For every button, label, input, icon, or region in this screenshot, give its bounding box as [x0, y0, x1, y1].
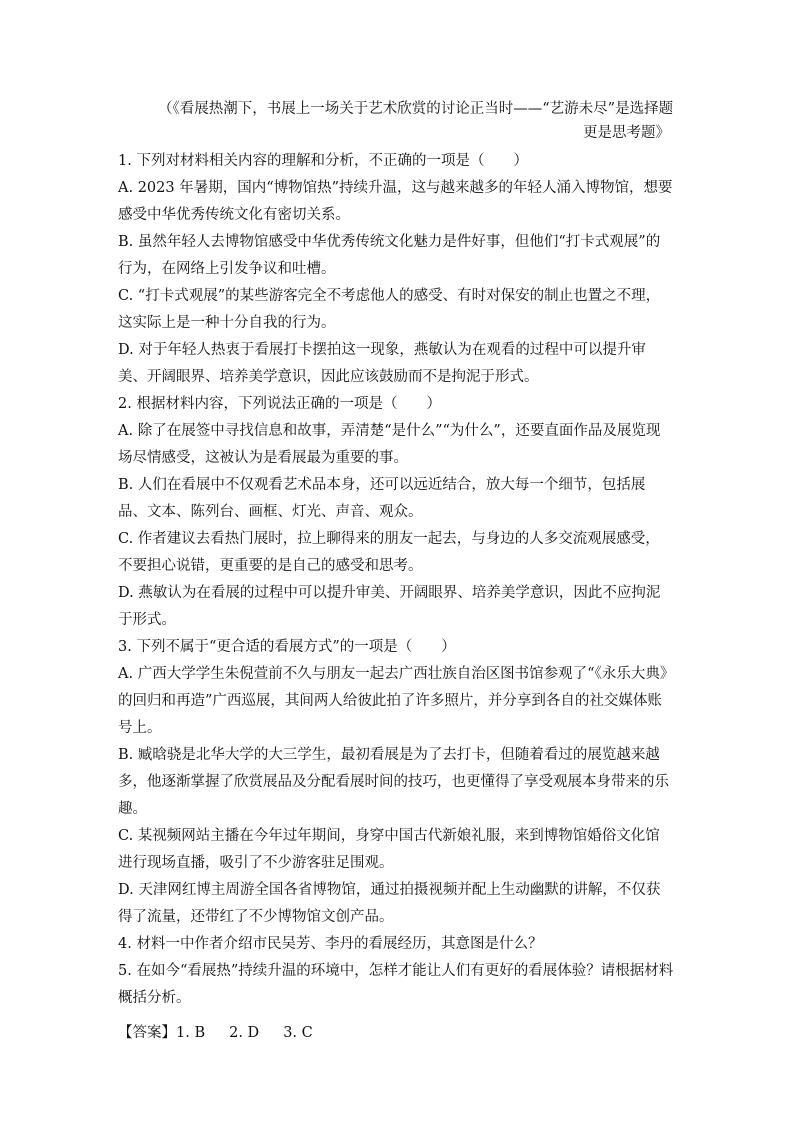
question-1-option-c: C. “打卡式观展”的某些游客完全不考虑他人的感受、有时对保安的制止也置之不理，这实际上是一种十分自我的行为。: [118, 288, 661, 331]
answer-line: [118, 1020, 337, 1047]
question-2-option-d: D. 燕敏认为在看展的过程中可以提升审美、开阔眼界、培养美学意识，因此不应拘泥于形式。: [118, 585, 661, 628]
question-3-option-c: C. 某视频网站主播在今年过年期间，身穿中国古代新娘礼服，来到博物馆婚俗文化馆进行现场直播，吸引了不少游客驻足围观。: [118, 828, 660, 871]
source-citation-line-2: 更是思考题》: [583, 125, 670, 141]
question-1-option-d: D. 对于年轻人热衷于看展打卡摆拍这一现象，燕敏认为在观看的过程中可以提升审美、开阔眼界、培养美学意识，因此应该鼓励而不是拘泥于形式。: [118, 342, 646, 385]
question-3-stem: 3. 下列不属于“更合适的看展方式”的一项是（ ）: [118, 639, 456, 655]
source-citation-line-1: （《看展热潮下，书展上一场关于艺术欣赏的讨论正当时——“艺游未尽”是选择题: [158, 101, 674, 117]
question-list: [118, 148, 674, 1012]
question-1-stem: 1. 下列对材料相关内容的理解和分析，不正确的一项是（ ）: [118, 153, 528, 169]
question-2-option-c: C. 作者建议去看热门展时，拉上聊得来的朋友一起去，与身边的人多交流观展感受，不要担心说错，更重要的是自己的感受和思考。: [118, 531, 660, 574]
answer-item-3: 3. C: [283, 1025, 313, 1041]
question-3-option-a: A. 广西大学学生朱倪萱前不久与朋友一起去广西壮族自治区图书馆参观了“《永乐大典》的回归和再造”广西巡展，其间两人给彼此拍了许多照片，并分享到各自的社交媒体账号上。: [118, 666, 668, 736]
question-3-option-d: D. 天津网红博主周游全国各省博物馆，通过拍摄视频并配上生动幽默的讲解，不仅获得了流量，还带红了不少博物馆文创产品。: [118, 882, 661, 925]
question-2-option-b: B. 人们在看展中不仅观看艺术品本身，还可以远近结合，放大每一个细节，包括展品、文本、陈列台、画框、灯光、声音、观众。: [118, 477, 646, 520]
question-3-option-b: B. 臧晗骁是北华大学的大三学生，最初看展是为了去打卡，但随着看过的展览越来越多，他逐渐掌握了欣赏展品及分配看展时间的技巧，也更懂得了享受观展本身带来的乐趣。: [118, 747, 669, 817]
answer-item-1: 1. B: [176, 1025, 206, 1041]
question-2-stem: 2. 根据材料内容，下列说法正确的一项是（ ）: [118, 396, 441, 412]
question-1-option-b: B. 虽然年轻人去博物馆感受中华优秀传统文化魅力是件好事，但他们“打卡式观展”的行为，在网络上引发争议和吐槽。: [118, 234, 661, 277]
question-4-stem: 4. 材料一中作者介绍市民吴芳、李丹的看展经历，其意图是什么？: [118, 936, 543, 952]
question-2-option-a: A. 除了在展签中寻找信息和故事，弄清楚“是什么”“为什么”，还要直面作品及展览现场尽情感受，这被认为是看展最为重要的事。: [118, 423, 661, 466]
answer-item-2: 2. D: [229, 1025, 260, 1041]
question-5-stem: 5. 在如今“看展热”持续升温的环境中，怎样才能让人们有更好的看展体验？请根据材料概括分析。: [118, 963, 674, 1006]
answer-label: 【答案】: [118, 1025, 176, 1041]
question-1-option-a: A. 2023 年暑期，国内“博物馆热”持续升温，这与越来越多的年轻人涌入博物馆，想要感受中华优秀传统文化有密切关系。: [118, 180, 673, 223]
